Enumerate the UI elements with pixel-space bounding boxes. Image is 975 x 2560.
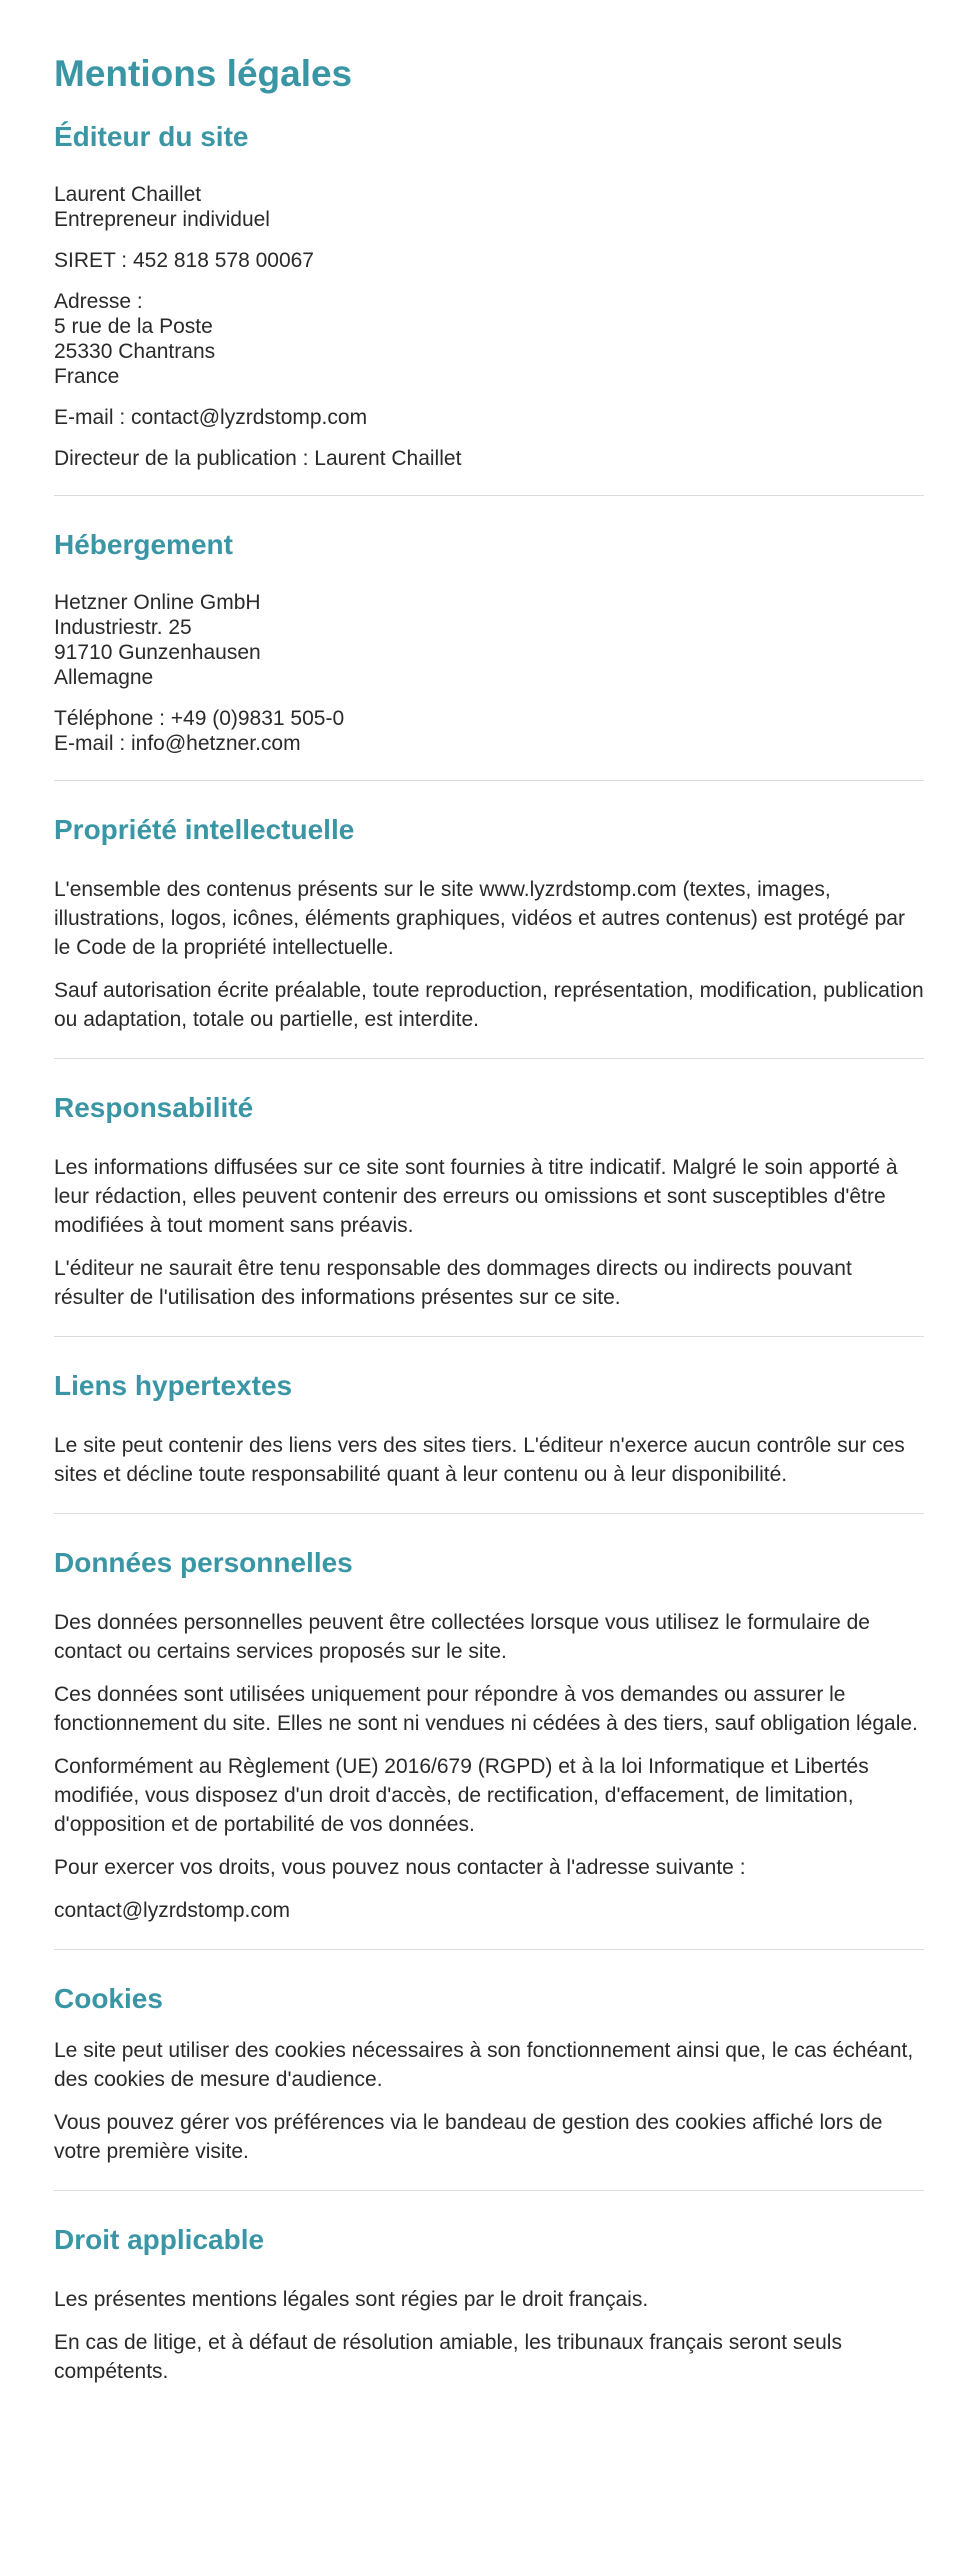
section-editeur: [54, 120, 924, 471]
section-cookies: [54, 1982, 924, 2166]
section-divider: [54, 1058, 924, 1059]
section-divider: [54, 1336, 924, 1337]
section-heading-droit: Droit applicable: [54, 2224, 265, 2255]
donnees-paragraph-1: Des données personnelles peuvent être collectées lorsque vous utilisez le formulaire de contact ou certains services proposés sur le site.: [54, 1611, 870, 1663]
host-address: [54, 590, 924, 690]
publication-director: Directeur de la publication : Laurent Chaillet: [54, 447, 462, 470]
donnees-paragraph-3: Conformément au Règlement (UE) 2016/679 (RGPD) et à la loi Informatique et Libertés modifiée, vous disposez d'un droit d'accès, de rectification, d'effacement, de limitation, d'opposition et de portabilité de vos données.: [54, 1755, 869, 1836]
section-heading-donnees: Données personnelles: [54, 1547, 353, 1578]
host-company: Hetzner Online GmbH: [54, 591, 261, 614]
address-label: Adresse :: [54, 290, 143, 313]
section-donnees: [54, 1546, 924, 1925]
cookies-paragraph-2: Vous pouvez gérer vos préférences via le bandeau de gestion des cookies affiché lors de votre première visite.: [54, 2111, 883, 2163]
editor-siret: SIRET : 452 818 578 00067: [54, 249, 314, 272]
droit-paragraph-1: Les présentes mentions légales sont régies par le droit français.: [54, 2288, 649, 2311]
host-street: Industriestr. 25: [54, 616, 192, 639]
responsabilite-paragraph-2: L'éditeur ne saurait être tenu responsable des dommages directs ou indirects pouvant résulter de l'utilisation des informations présentes sur ce site.: [54, 1257, 852, 1309]
section-heading-cookies: Cookies: [54, 1983, 163, 2014]
host-country: Allemagne: [54, 666, 154, 689]
propriete-paragraph-1: L'ensemble des contenus présents sur le site www.lyzrdstomp.com (textes, images, illustrations, logos, icônes, éléments graphiques, vidéos et autres contenus) est protégé par le Code de la propriété intellectuelle.: [54, 878, 905, 959]
section-responsabilite: [54, 1091, 924, 1312]
host-contact: [54, 706, 924, 756]
section-divider: [54, 2190, 924, 2191]
page-title: Mentions légales: [54, 53, 353, 94]
editor-address: [54, 289, 924, 389]
droit-paragraph-2: En cas de litige, et à défaut de résolution amiable, les tribunaux français seront seuls compétents.: [54, 2331, 842, 2383]
section-divider: [54, 495, 924, 496]
editor-status: Entrepreneur individuel: [54, 208, 270, 231]
editor-identity: [54, 182, 924, 232]
section-heading-responsabilite: Responsabilité: [54, 1092, 254, 1123]
section-liens: [54, 1369, 924, 1489]
responsabilite-paragraph-1: Les informations diffusées sur ce site sont fournies à titre indicatif. Malgré le soin apporté à leur rédaction, elles peuvent contenir des erreurs ou omissions et sont susceptibles d'être modifiées à tout moment sans préavis.: [54, 1156, 898, 1237]
liens-paragraph-1: Le site peut contenir des liens vers des sites tiers. L'éditeur n'exerce aucun contrôle sur ces sites et décline toute responsabilité quant à leur contenu ou à leur disponibilité.: [54, 1434, 905, 1486]
section-heading-hebergement: Hébergement: [54, 529, 233, 560]
section-heading-propriete: Propriété intellectuelle: [54, 814, 355, 845]
section-propriete: [54, 813, 924, 1034]
section-droit: [54, 2223, 924, 2386]
section-divider: [54, 780, 924, 781]
donnees-contact-email: contact@lyzrdstomp.com: [54, 1899, 291, 1922]
section-hebergement: [54, 528, 924, 756]
section-heading-editeur: Éditeur du site: [54, 121, 249, 152]
propriete-paragraph-2: Sauf autorisation écrite préalable, toute reproduction, représentation, modification, publication ou adaptation, totale ou partielle, est interdite.: [54, 979, 924, 1031]
donnees-paragraph-2: Ces données sont utilisées uniquement pour répondre à vos demandes ou assurer le fonctionnement du site. Elles ne sont ni vendues ni cédées à des tiers, sauf obligation légale.: [54, 1683, 918, 1735]
cookies-paragraph-1: Le site peut utiliser des cookies nécessaires à son fonctionnement ainsi que, le cas échéant, des cookies de mesure d'audience.: [54, 2039, 914, 2091]
legal-page: [54, 0, 924, 2386]
section-heading-liens: Liens hypertextes: [54, 1370, 293, 1401]
section-divider: [54, 1949, 924, 1950]
donnees-paragraph-4: Pour exercer vos droits, vous pouvez nous contacter à l'adresse suivante :: [54, 1856, 746, 1879]
editor-name: Laurent Chaillet: [54, 183, 202, 206]
host-phone: Téléphone : +49 (0)9831 505-0: [54, 707, 345, 730]
address-country: France: [54, 365, 120, 388]
address-city: 25330 Chantrans: [54, 340, 216, 363]
section-divider: [54, 1513, 924, 1514]
host-email: E-mail : info@hetzner.com: [54, 732, 301, 755]
address-street: 5 rue de la Poste: [54, 315, 213, 338]
host-city: 91710 Gunzenhausen: [54, 641, 261, 664]
editor-email: E-mail : contact@lyzrdstomp.com: [54, 406, 368, 429]
